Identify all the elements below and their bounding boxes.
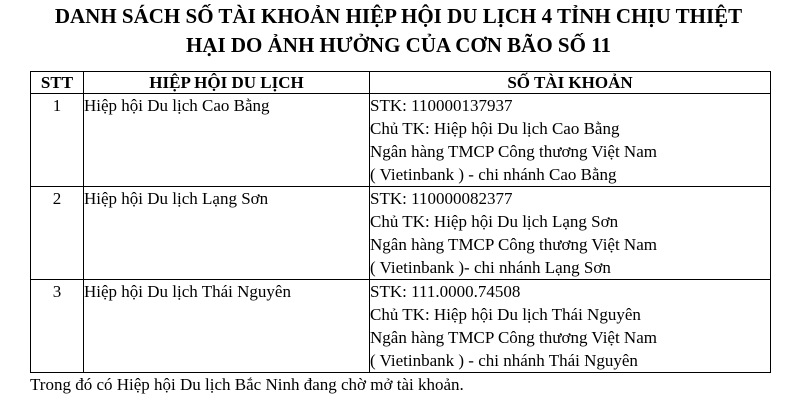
row-account	[370, 94, 771, 187]
table-header-row	[31, 72, 771, 94]
row-account	[370, 187, 771, 280]
table-row	[31, 94, 771, 187]
footnote: Trong đó có Hiệp hội Du lịch Bắc Ninh đang chờ mở tài khoản.	[30, 375, 464, 394]
row-association	[84, 94, 370, 187]
table-row	[31, 280, 771, 373]
row-stt	[31, 280, 84, 373]
account-branch: ( Vietinbank ) - chi nhánh Thái Nguyên	[370, 351, 638, 370]
account-number: STK: 111.0000.74508	[370, 282, 521, 301]
account-branch: ( Vietinbank ) - chi nhánh Cao Bằng	[370, 165, 617, 184]
account-branch: ( Vietinbank )- chi nhánh Lạng Sơn	[370, 258, 611, 277]
account-holder: Chủ TK: Hiệp hội Du lịch Thái Nguyên	[370, 305, 641, 324]
row-stt-text: 1	[52, 96, 62, 115]
account-bank: Ngân hàng TMCP Công thương Việt Nam	[370, 235, 657, 254]
title-line-1: DANH SÁCH SỐ TÀI KHOẢN HIỆP HỘI DU LỊCH 4 TỈNH CHỊU THIỆT	[54, 4, 743, 28]
account-holder: Chủ TK: Hiệp hội Du lịch Lạng Sơn	[370, 212, 619, 231]
row-stt	[31, 187, 84, 280]
header-association: HIỆP HỘI DU LỊCH	[84, 72, 370, 94]
account-number: STK: 110000137937	[370, 96, 513, 115]
account-bank: Ngân hàng TMCP Công thương Việt Nam	[370, 328, 657, 347]
table-row	[31, 187, 771, 280]
row-association	[84, 280, 370, 373]
row-association	[84, 187, 370, 280]
header-stt: STT	[31, 72, 84, 94]
document-title	[0, 2, 797, 60]
title-line-2: HẠI DO ẢNH HƯỞNG CỦA CƠN BÃO SỐ 11	[185, 33, 612, 57]
row-association-text: Hiệp hội Du lịch Cao Bằng	[84, 96, 270, 115]
header-account: SỐ TÀI KHOẢN	[370, 72, 771, 94]
row-stt-text: 3	[52, 282, 62, 301]
row-account	[370, 280, 771, 373]
account-bank: Ngân hàng TMCP Công thương Việt Nam	[370, 142, 657, 161]
row-association-text: Hiệp hội Du lịch Thái Nguyên	[84, 282, 291, 301]
row-association-text: Hiệp hội Du lịch Lạng Sơn	[84, 189, 269, 208]
row-stt	[31, 94, 84, 187]
row-stt-text: 2	[52, 189, 62, 208]
accounts-table	[30, 71, 771, 373]
account-holder: Chủ TK: Hiệp hội Du lịch Cao Bằng	[370, 119, 620, 138]
account-number: STK: 110000082377	[370, 189, 513, 208]
